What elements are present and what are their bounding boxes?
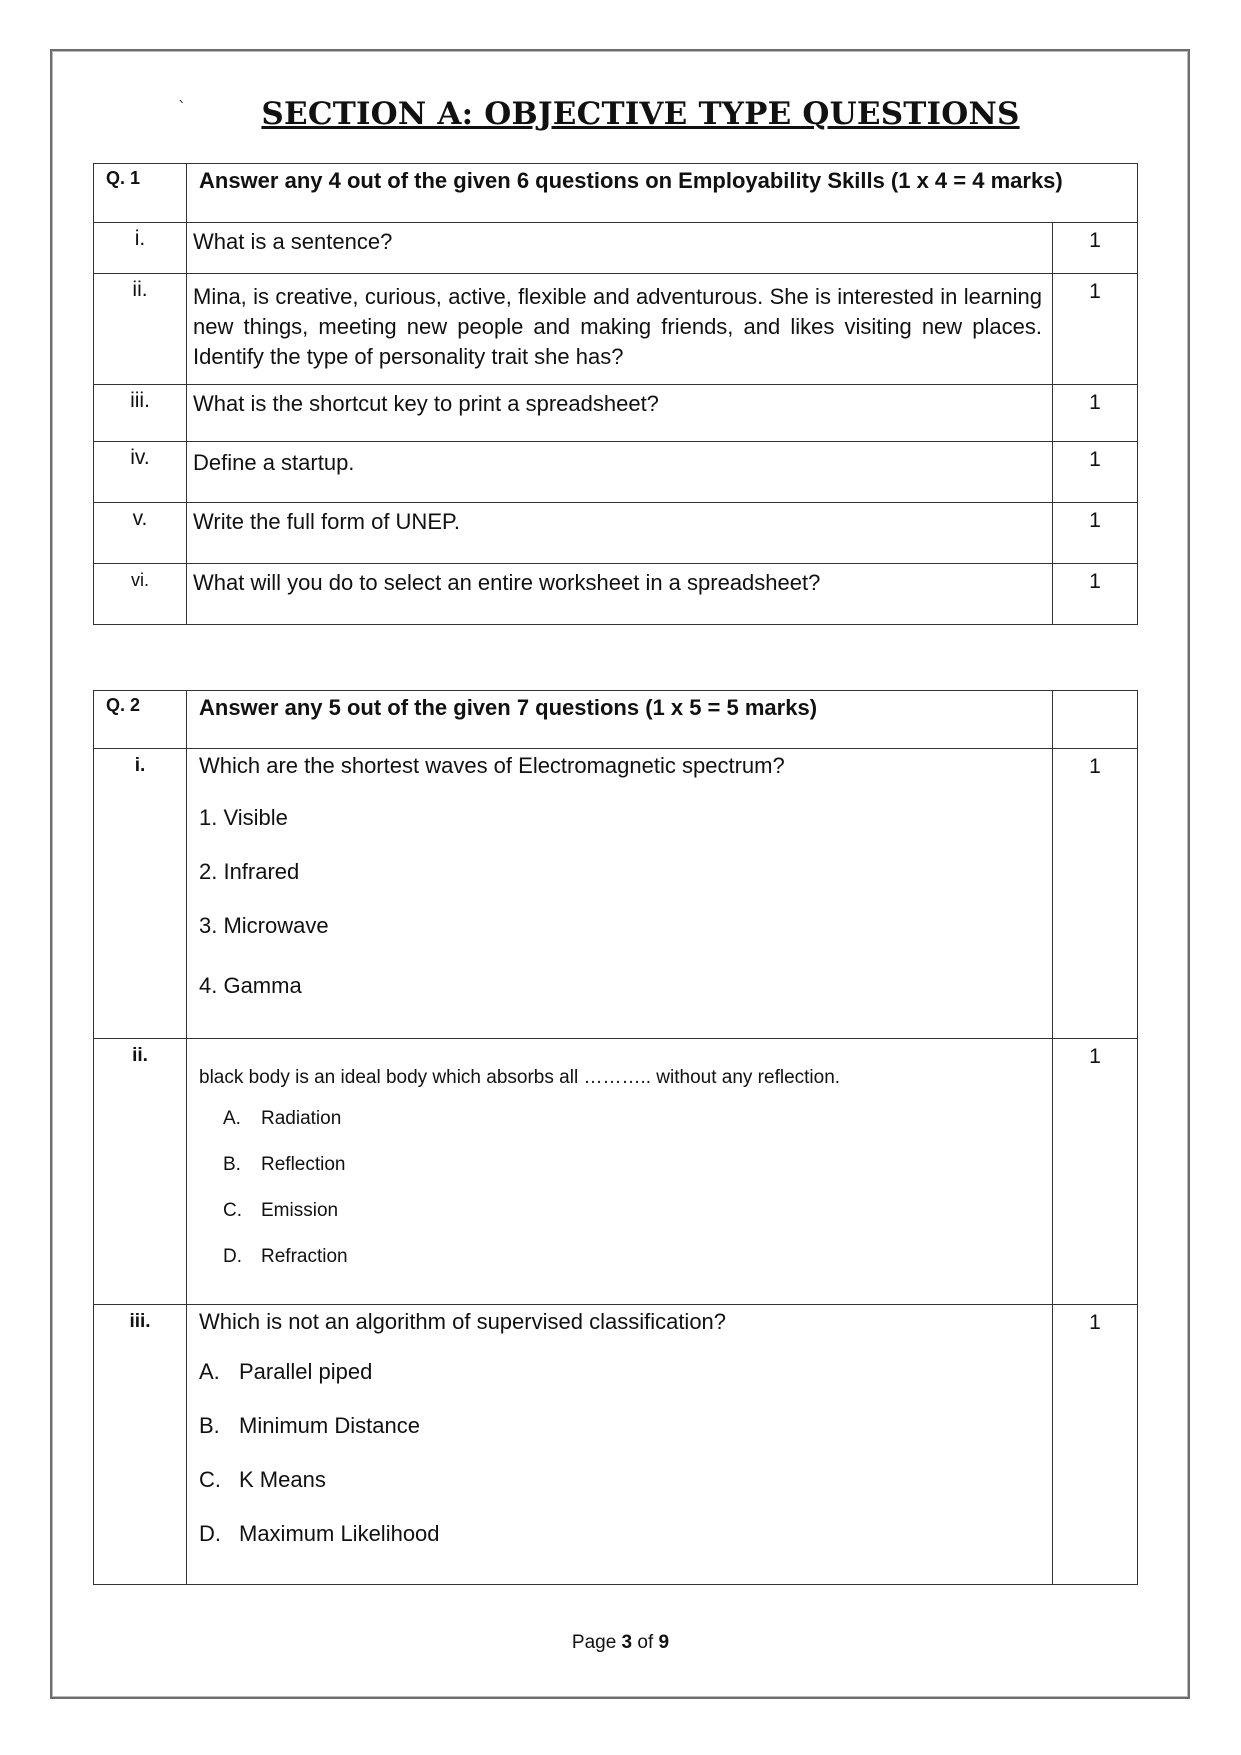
item-number: i.	[134, 227, 146, 250]
option-item	[187, 1199, 1052, 1223]
option-item	[187, 1357, 1052, 1387]
item-number: iv.	[130, 446, 150, 469]
question-2-marks-cell	[1053, 691, 1138, 749]
item-number: ii.	[132, 278, 148, 301]
option-label: A.	[199, 1359, 220, 1384]
question-number: Q. 1	[106, 168, 141, 188]
option-text: Maximum Likelihood	[239, 1521, 440, 1546]
option-label: B.	[223, 1154, 241, 1175]
option-list	[187, 1357, 1052, 1549]
option-text: Refraction	[261, 1246, 348, 1267]
option-item	[187, 1153, 1052, 1177]
option-item: 2. Infrared	[199, 859, 300, 884]
item-marks: 1	[1053, 749, 1138, 1039]
option-item: 1. Visible	[199, 805, 288, 830]
item-marks: 1	[1053, 1039, 1138, 1305]
option-label: D.	[199, 1521, 221, 1546]
table-row	[94, 749, 1138, 1039]
option-text: K Means	[239, 1467, 326, 1492]
option-list	[187, 803, 1052, 1001]
question-1-header-row	[94, 164, 1138, 223]
option-label: A.	[223, 1108, 241, 1129]
option-item	[187, 1411, 1052, 1441]
question-instruction: Answer any 5 out of the given 7 questions (1 x 5 = 5 marks)	[199, 695, 818, 720]
item-text: black body is an ideal body which absorbs all ……….. without any reflection.	[199, 1067, 841, 1088]
option-item: 3. Microwave	[199, 913, 329, 938]
option-item: 4. Gamma	[199, 973, 302, 998]
option-label: D.	[223, 1246, 242, 1267]
item-text: What is the shortcut key to print a spreadsheet?	[193, 391, 659, 416]
item-text: What will you do to select an entire worksheet in a spreadsheet?	[193, 570, 821, 595]
item-text: Which is not an algorithm of supervised classification?	[199, 1309, 727, 1334]
question-2-header-row	[94, 691, 1138, 749]
question-1-instruction-cell	[187, 164, 1138, 223]
page-number	[0, 1632, 1241, 1654]
option-label: B.	[199, 1413, 220, 1438]
table-row	[94, 1305, 1138, 1585]
item-marks: 1	[1053, 385, 1138, 442]
item-number: i.	[134, 755, 146, 776]
table-row	[94, 274, 1138, 385]
item-text: Write the full form of UNEP.	[193, 509, 460, 534]
option-text: Radiation	[261, 1108, 342, 1129]
option-text: Minimum Distance	[239, 1413, 420, 1438]
item-marks: 1	[1053, 564, 1138, 625]
question-number: Q. 2	[106, 695, 141, 715]
option-label: C.	[223, 1200, 242, 1221]
question-2-instruction-cell	[187, 691, 1053, 749]
table-row	[94, 503, 1138, 564]
item-text: What is a sentence?	[193, 229, 393, 254]
item-marks: 1	[1053, 223, 1138, 274]
question-2-table	[93, 690, 1138, 1585]
item-marks: 1	[1053, 503, 1138, 564]
item-text: Define a startup.	[193, 450, 355, 475]
option-label: C.	[199, 1467, 221, 1492]
current-page: 3	[621, 1632, 633, 1653]
item-number: iii.	[129, 1311, 151, 1332]
option-text: Parallel piped	[239, 1359, 373, 1384]
item-marks: 1	[1053, 1305, 1138, 1585]
total-pages: 9	[658, 1632, 670, 1653]
item-marks: 1	[1053, 442, 1138, 503]
question-instruction: Answer any 4 out of the given 6 questions on Employability Skills (1 x 4 = 4 marks)	[199, 168, 1063, 193]
item-number: v.	[132, 507, 148, 530]
option-text: Reflection	[261, 1154, 346, 1175]
table-row	[94, 385, 1138, 442]
section-title: SECTION A: OBJECTIVE TYPE QUESTIONS	[261, 96, 1020, 132]
item-text: Mina, is creative, curious, active, flexible and adventurous. She is interested in learning new things, meeting new people and making friends, and likes visiting new places. Identify the type of personality trait she has?	[193, 284, 1042, 369]
option-item	[187, 1245, 1052, 1269]
option-text: Emission	[261, 1200, 339, 1221]
table-row	[94, 1039, 1138, 1305]
option-item	[187, 1107, 1052, 1131]
item-number: vi.	[131, 570, 149, 590]
option-item	[187, 1465, 1052, 1495]
option-item	[187, 1519, 1052, 1549]
page-separator: of	[632, 1632, 659, 1653]
table-row	[94, 564, 1138, 625]
page-prefix: Page	[571, 1632, 622, 1653]
option-list	[187, 1107, 1052, 1269]
question-1-number-cell	[94, 164, 187, 223]
item-text: Which are the shortest waves of Electromagnetic spectrum?	[199, 753, 785, 778]
tick-mark: `	[178, 98, 186, 117]
question-2-number-cell	[94, 691, 187, 749]
table-row	[94, 442, 1138, 503]
table-row	[94, 223, 1138, 274]
item-number: ii.	[132, 1045, 148, 1066]
item-number: iii.	[130, 389, 150, 412]
question-1-table	[93, 163, 1138, 625]
item-marks: 1	[1053, 274, 1138, 385]
